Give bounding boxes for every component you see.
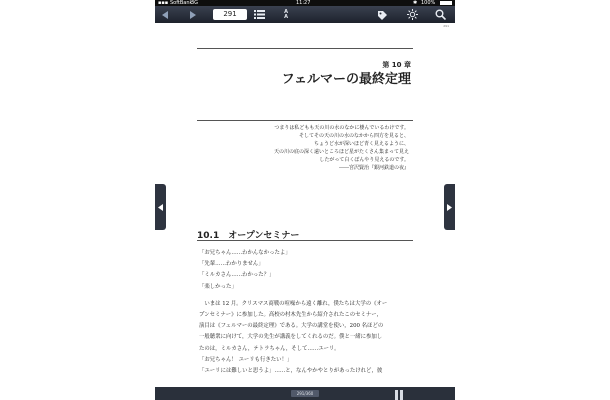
- epigraph-line: ちょうど水が深いほど青く見えるように、: [313, 141, 409, 147]
- clock: 11:27: [296, 0, 311, 6]
- body-line: 「先輩……わかりません」: [199, 261, 264, 268]
- battery-percent: 100%: [421, 0, 436, 6]
- section-title: 10.1 オープンセミナー: [197, 231, 300, 241]
- chevron-right-icon: [447, 204, 452, 211]
- body-line: 「ユーリには難しいと思うよ」……と，なんやかやとりがあったけれど，彼: [199, 368, 383, 375]
- body-line: 一般聴衆に向けて，大学の先生が講義をしてくれるのだ。僕と一緒に参加し: [199, 334, 383, 341]
- epigraph-rule: [197, 120, 413, 121]
- chapter-title: フェルマーの最終定理: [281, 72, 411, 87]
- body-line: 「ミルカさん……わかった？」: [199, 272, 275, 279]
- epigraph: [274, 124, 409, 172]
- signal-icon: ▪▪▪: [158, 0, 169, 6]
- epigraph-line: 天の川の底の深く遠いところほど星がたくさん集まって見え: [273, 149, 409, 155]
- network-label: 3G: [191, 0, 199, 6]
- epigraph-line: したがって白くぼんやり見えるのです。: [319, 157, 409, 163]
- forward-arrow-icon[interactable]: [187, 6, 199, 23]
- previous-page-tab[interactable]: [155, 184, 166, 230]
- body-text: [199, 248, 411, 377]
- bottom-bar: [155, 387, 455, 400]
- body-line: 演目は《フェルマーの最終定理》である。大学の講堂を使い，200 名ほどの: [199, 323, 384, 330]
- pause-icon[interactable]: [395, 390, 405, 400]
- table-of-contents-icon[interactable]: [252, 6, 266, 23]
- bluetooth-icon: ✱: [413, 0, 418, 6]
- page-counter[interactable]: 291/360: [291, 390, 319, 397]
- epigraph-attribution: ――宮沢賢治『銀河鉄道の夜』: [338, 165, 409, 171]
- body-line: 「楽しかった」: [199, 283, 237, 290]
- book-page: [197, 30, 413, 385]
- next-page-tab[interactable]: [444, 184, 455, 230]
- chapter-number: 第 10 章: [382, 61, 411, 69]
- epigraph-line: つまりは私どもも天の川の水のなかに棲んでいるわけです。: [274, 125, 409, 131]
- font-size-icon[interactable]: A A: [284, 8, 288, 20]
- body-line: いまは 12 月。クリスマス商戦の喧噪から遠く離れ，僕たちは大学の《オー: [199, 300, 388, 307]
- chapter-top-rule: [197, 48, 413, 49]
- brightness-icon[interactable]: [405, 6, 419, 23]
- page-number-field[interactable]: 291: [213, 9, 247, 20]
- body-line: プンセミナー》に参加した。高校の村木先生から紹介されたこのセミナー，: [199, 312, 382, 319]
- search-icon[interactable]: [433, 6, 447, 23]
- reader-screen: [155, 0, 455, 400]
- body-line: 「お兄ちゃん！ ユーリも行きたい！」: [199, 356, 293, 363]
- reader-toolbar: [155, 6, 455, 23]
- bookmark-tag-icon[interactable]: [375, 6, 389, 23]
- body-line: 「お兄ちゃん……わかんなかったよ」: [199, 250, 291, 256]
- corner-page-number: 291: [443, 24, 449, 28]
- epigraph-line: そしてその天の川の水のなかから四方を見ると、: [298, 133, 409, 139]
- back-arrow-icon[interactable]: [159, 6, 171, 23]
- section-rule: [197, 240, 413, 241]
- chevron-left-icon: [158, 204, 163, 211]
- carrier-label: SoftBank: [170, 0, 193, 6]
- battery-icon: [440, 1, 452, 5]
- body-line: たのは，ミルカさん，テトラちゃん，そして……ユーリ。: [199, 345, 340, 352]
